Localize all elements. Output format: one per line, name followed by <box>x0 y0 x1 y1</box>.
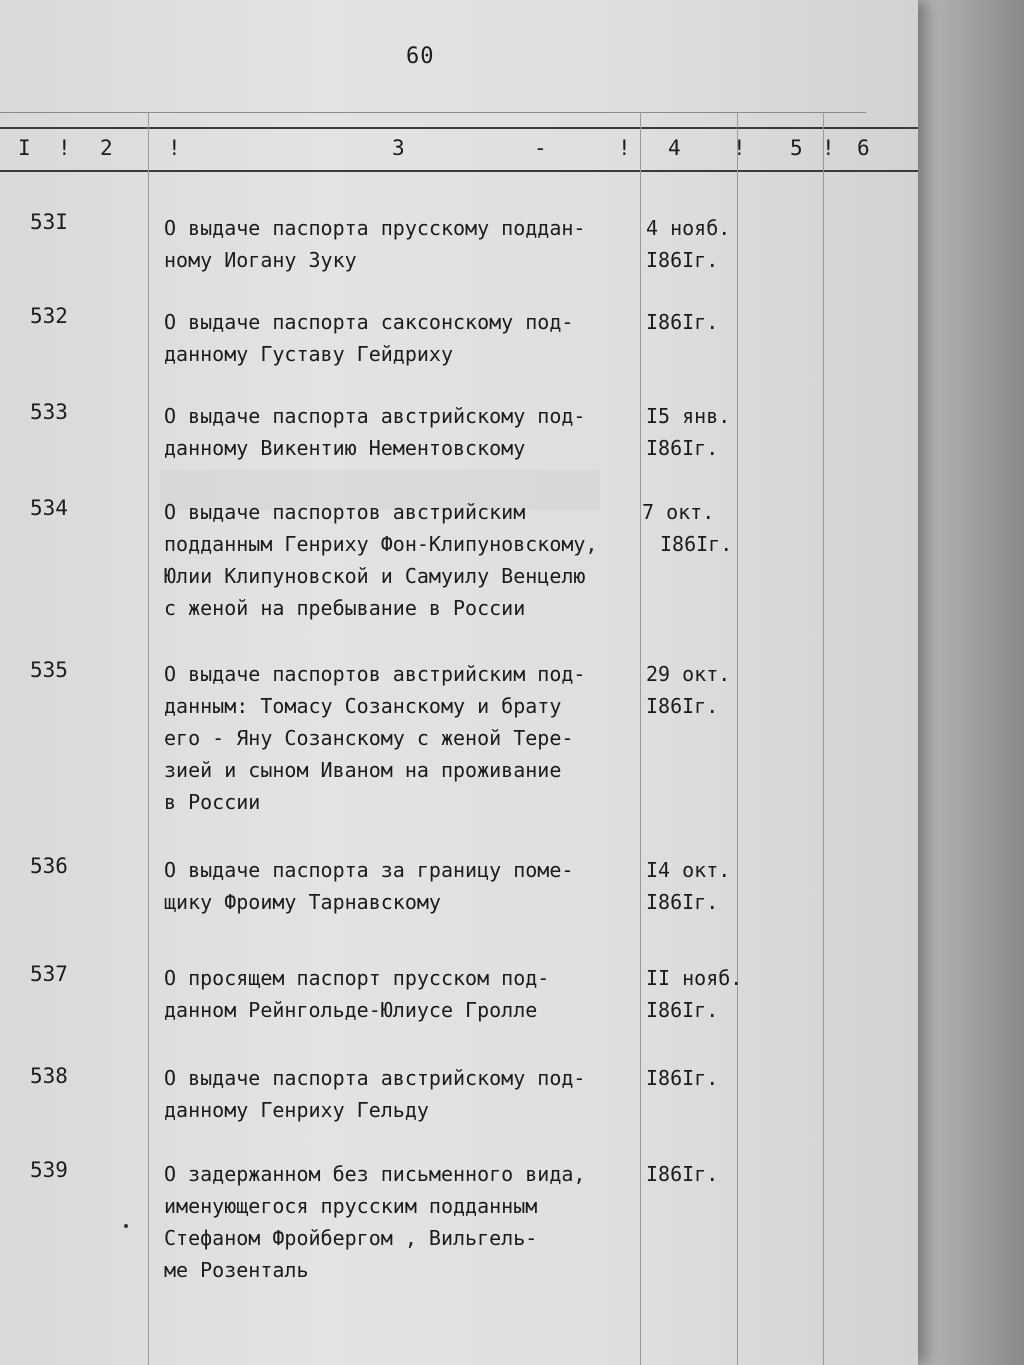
description-line: данным: Томасу Созанскому и брату <box>164 694 562 718</box>
date-line: I86Iг. <box>646 248 719 272</box>
description-line: данному Викентию Нементовскому <box>164 436 526 460</box>
entry-date <box>646 658 730 722</box>
date-line: 29 окт. <box>646 662 731 686</box>
description-line: О выдаче паспорта прусскому поддан- <box>164 216 586 240</box>
column-rule <box>148 112 149 1365</box>
description-line: Стефаном Фройбергом , Вильгель- <box>164 1226 538 1250</box>
entry-date <box>646 962 742 1026</box>
entry-number: 539 <box>30 1158 68 1182</box>
entry-date <box>640 496 732 560</box>
date-line: I86Iг. <box>646 890 719 914</box>
entry-description <box>164 854 644 918</box>
date-line: II нояб. <box>646 966 743 990</box>
description-line: подданным Генриху Фон-Клипуновскому, <box>164 532 598 556</box>
entry-description <box>164 496 644 624</box>
ink-dot <box>124 1224 128 1228</box>
description-line: О выдаче паспортов австрийским <box>164 500 526 524</box>
date-line: I5 янв. <box>646 404 731 428</box>
description-line: данному Густаву Гейдриху <box>164 342 453 366</box>
entry-date <box>646 854 730 918</box>
column-separator: ! <box>733 136 746 160</box>
column-separator: ! <box>822 136 835 160</box>
description-line: О выдаче паспортов австрийским под- <box>164 662 586 686</box>
description-line: О выдаче паспорта саксонскому под- <box>164 310 574 334</box>
column-separator: ! <box>618 136 631 160</box>
entry-date <box>646 306 718 338</box>
date-line: I86Iг. <box>646 436 719 460</box>
description-line: зией и сыном Иваном на проживание <box>164 758 562 782</box>
date-line: I86Iг. <box>646 694 719 718</box>
entry-number: 532 <box>30 304 68 328</box>
description-line: ному Иогану Зуку <box>164 248 357 272</box>
date-line: 4 нояб. <box>646 216 731 240</box>
entry-description <box>164 1062 644 1126</box>
column-header-3: 3 <box>392 136 405 160</box>
description-line: О выдаче паспорта австрийскому под- <box>164 1066 586 1090</box>
entry-date <box>646 400 730 464</box>
description-line: О задержанном без письменного вида, <box>164 1162 586 1186</box>
entry-date <box>646 1158 718 1190</box>
column-rule <box>823 112 824 1365</box>
entry-number: 535 <box>30 658 68 682</box>
description-line: О выдаче паспорта австрийскому под- <box>164 404 586 428</box>
date-line: I86Iг. <box>646 1162 719 1186</box>
entry-date <box>646 212 730 276</box>
description-line: данному Генриху Гельду <box>164 1098 429 1122</box>
entry-date <box>646 1062 718 1094</box>
entry-description <box>164 212 644 276</box>
description-line: щику Фроиму Тарнавскому <box>164 890 441 914</box>
entry-description <box>164 306 644 370</box>
date-line: I86Iг. <box>646 1066 719 1090</box>
entry-description <box>164 962 644 1026</box>
entry-number: 536 <box>30 854 68 878</box>
column-separator: ! <box>58 136 71 160</box>
column-dash: - <box>534 136 547 160</box>
description-line: с женой на пребывание в России <box>164 596 526 620</box>
page-number: 60 <box>406 44 435 69</box>
date-line: I86Iг. <box>646 998 719 1022</box>
description-line: в России <box>164 790 261 814</box>
description-line: его - Яну Созанскому с женой Тере- <box>164 726 574 750</box>
date-line: I4 окт. <box>646 858 731 882</box>
column-header-1: I <box>18 136 31 160</box>
entry-description <box>164 658 644 818</box>
description-line: данном Рейнгольде-Юлиусе Гролле <box>164 998 538 1022</box>
header-rule-lower <box>0 170 918 172</box>
entry-number: 53I <box>30 210 68 234</box>
date-line: I86Iг. <box>660 532 733 556</box>
column-header-2: 2 <box>100 136 113 160</box>
column-separator: ! <box>168 136 181 160</box>
date-line: 7 окт. <box>642 500 715 524</box>
entry-number: 537 <box>30 962 68 986</box>
description-line: О просящем паспорт прусском под- <box>164 966 550 990</box>
entry-number: 533 <box>30 400 68 424</box>
description-line: ме Розенталь <box>164 1258 309 1282</box>
description-line: Юлии Клипуновской и Самуилу Венцелю <box>164 564 586 588</box>
entry-description <box>164 1158 644 1286</box>
header-rule-upper <box>0 127 918 129</box>
date-line: I86Iг. <box>646 310 719 334</box>
entry-number: 534 <box>30 496 68 520</box>
description-line: именующегося прусским подданным <box>164 1194 538 1218</box>
entry-description <box>164 400 644 464</box>
column-header-5: 5 <box>790 136 803 160</box>
underlying-page-edge <box>905 0 1024 1365</box>
entry-number: 538 <box>30 1064 68 1088</box>
column-header-6: 6 <box>857 136 870 160</box>
column-rule <box>737 112 738 1365</box>
column-header-4: 4 <box>668 136 681 160</box>
description-line: О выдаче паспорта за границу поме- <box>164 858 574 882</box>
